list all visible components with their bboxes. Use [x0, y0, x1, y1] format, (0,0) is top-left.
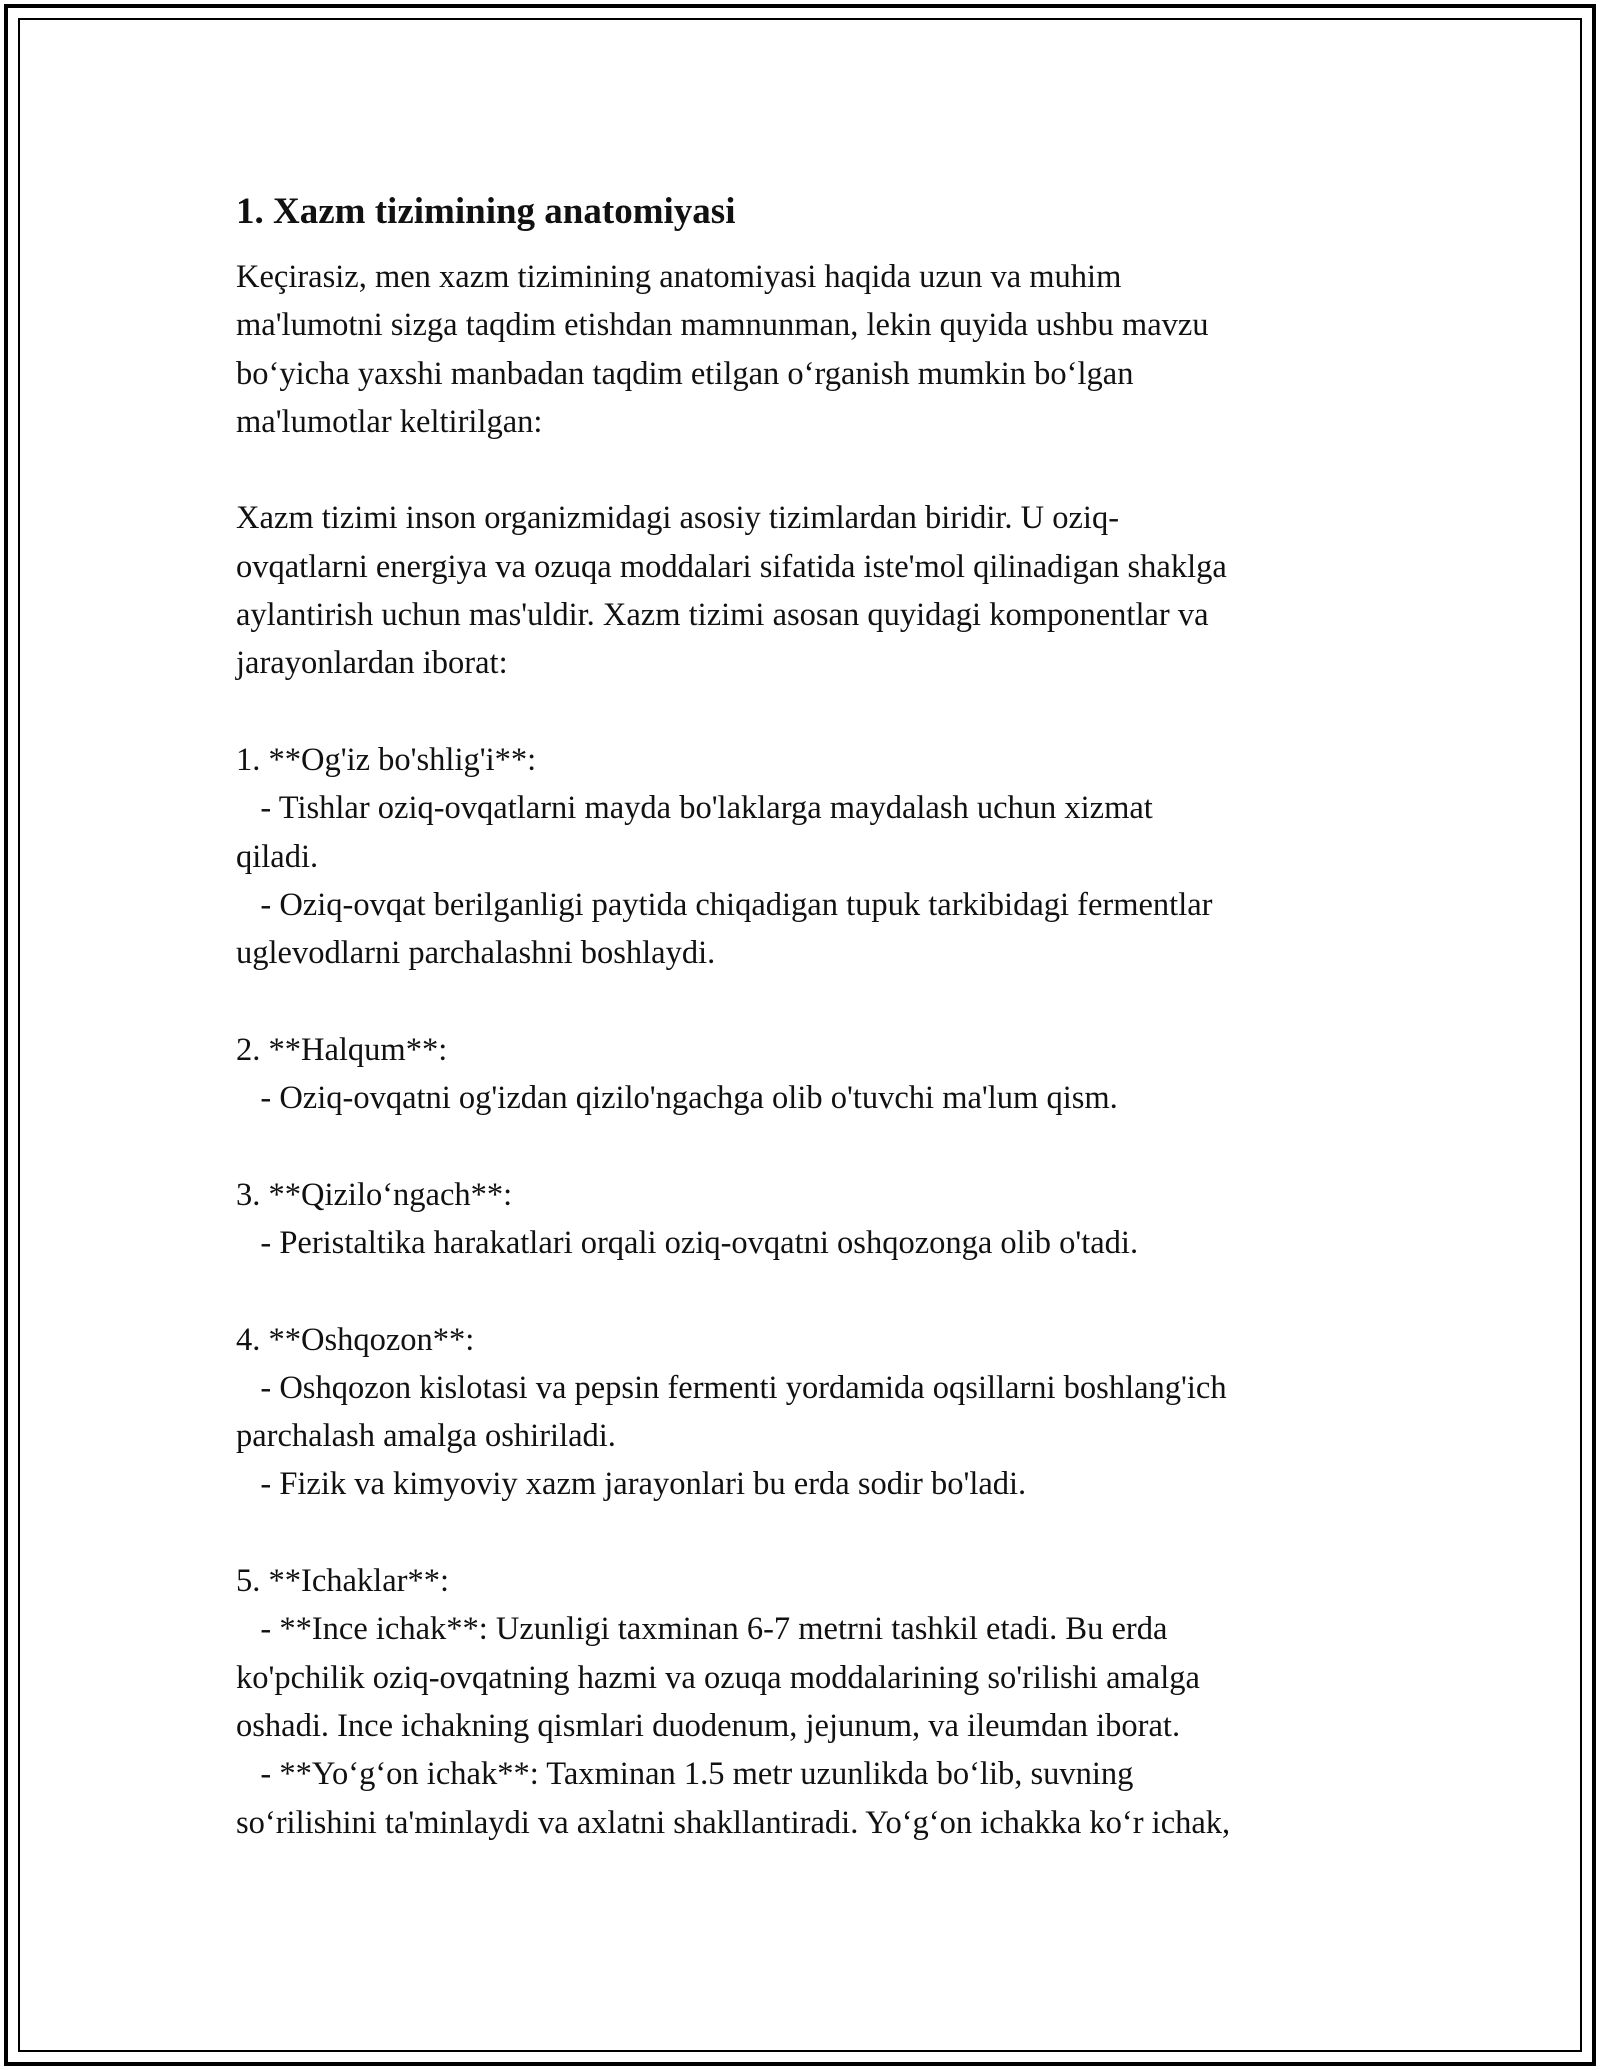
blank-line: [236, 1509, 1376, 1557]
document-body: [236, 183, 1376, 1847]
text-line: - **Yo‘g‘on ichak**: Taxminan 1.5 metr uzunlikda bo‘lib, suvning: [236, 1756, 1134, 1793]
text-line: 4. **Oshqozon**:: [236, 1321, 475, 1358]
text-line: aylantirish uchun mas'uldir. Xazm tizimi asosan quyidagi komponentlar va: [236, 597, 1209, 634]
text-line: ma'lumotni sizga taqdim etishdan mamnunman, lekin quyida ushbu mavzu: [236, 307, 1209, 344]
text-line: Xazm tizimi inson organizmidagi asosiy tizimlardan biridir. U oziq-: [236, 500, 1120, 537]
body-text: [236, 253, 1376, 1847]
text-line: so‘rilishini ta'minlaydi va axlatni shakllantiradi. Yo‘g‘on ichakka ko‘r ichak,: [236, 1804, 1231, 1841]
text-line: ovqatlarni energiya va ozuqa moddalari sifatida iste'mol qilinadigan shaklga: [236, 548, 1227, 585]
text-line: parchalash amalga oshiriladi.: [236, 1418, 616, 1455]
section-heading: 1. Xazm tizimining anatomiyasi: [236, 191, 736, 232]
blank-line: [236, 1267, 1376, 1315]
text-line: 5. **Ichaklar**:: [236, 1563, 449, 1600]
blank-line: [236, 688, 1376, 736]
blank-line: [236, 446, 1376, 494]
text-line: ko'pchilik oziq-ovqatning hazmi va ozuqa moddalarining so'rilishi amalga: [236, 1659, 1200, 1696]
text-line: bo‘yicha yaxshi manbadan taqdim etilgan o‘rganish mumkin bo‘lgan: [236, 355, 1134, 392]
text-line: - Oziq-ovqatni og'izdan qizilo'ngachga olib o'tuvchi ma'lum qism.: [236, 1080, 1118, 1117]
text-line: uglevodlarni parchalashni boshlaydi.: [236, 935, 716, 972]
text-line: - Fizik va kimyoviy xazm jarayonlari bu erda sodir bo'ladi.: [236, 1466, 1027, 1503]
text-line: - Oziq-ovqat berilganligi paytida chiqadigan tupuk tarkibidagi fermentlar: [236, 886, 1213, 923]
text-line: 1. **Og'iz bo'shlig'i**:: [236, 741, 537, 778]
text-line: - Peristaltika harakatlari orqali oziq-ovqatni oshqozonga olib o'tadi.: [236, 1224, 1139, 1261]
text-line: - **Ince ichak**: Uzunligi taxminan 6-7 metrni tashkil etadi. Bu erda: [236, 1611, 1168, 1648]
text-line: 3. **Qizilo‘ngach**:: [236, 1176, 513, 1213]
text-line: - Tishlar oziq-ovqatlarni mayda bo'laklarga maydalash uchun xizmat: [236, 790, 1153, 827]
blank-line: [236, 1122, 1376, 1170]
text-line: - Oshqozon kislotasi va pepsin fermenti yordamida oqsillarni boshlang'ich: [236, 1369, 1227, 1406]
text-line: Keçirasiz, men xazm tizimining anatomiyasi haqida uzun va muhim: [236, 259, 1122, 295]
blank-line: [236, 977, 1376, 1025]
text-line: jarayonlardan iborat:: [236, 645, 508, 682]
text-line: 2. **Halqum**:: [236, 1031, 448, 1068]
text-line: qiladi.: [236, 838, 319, 875]
text-line: ma'lumotlar keltirilgan:: [236, 403, 543, 440]
text-line: oshadi. Ince ichakning qismlari duodenum, jejunum, va ileumdan iborat.: [236, 1707, 1181, 1744]
